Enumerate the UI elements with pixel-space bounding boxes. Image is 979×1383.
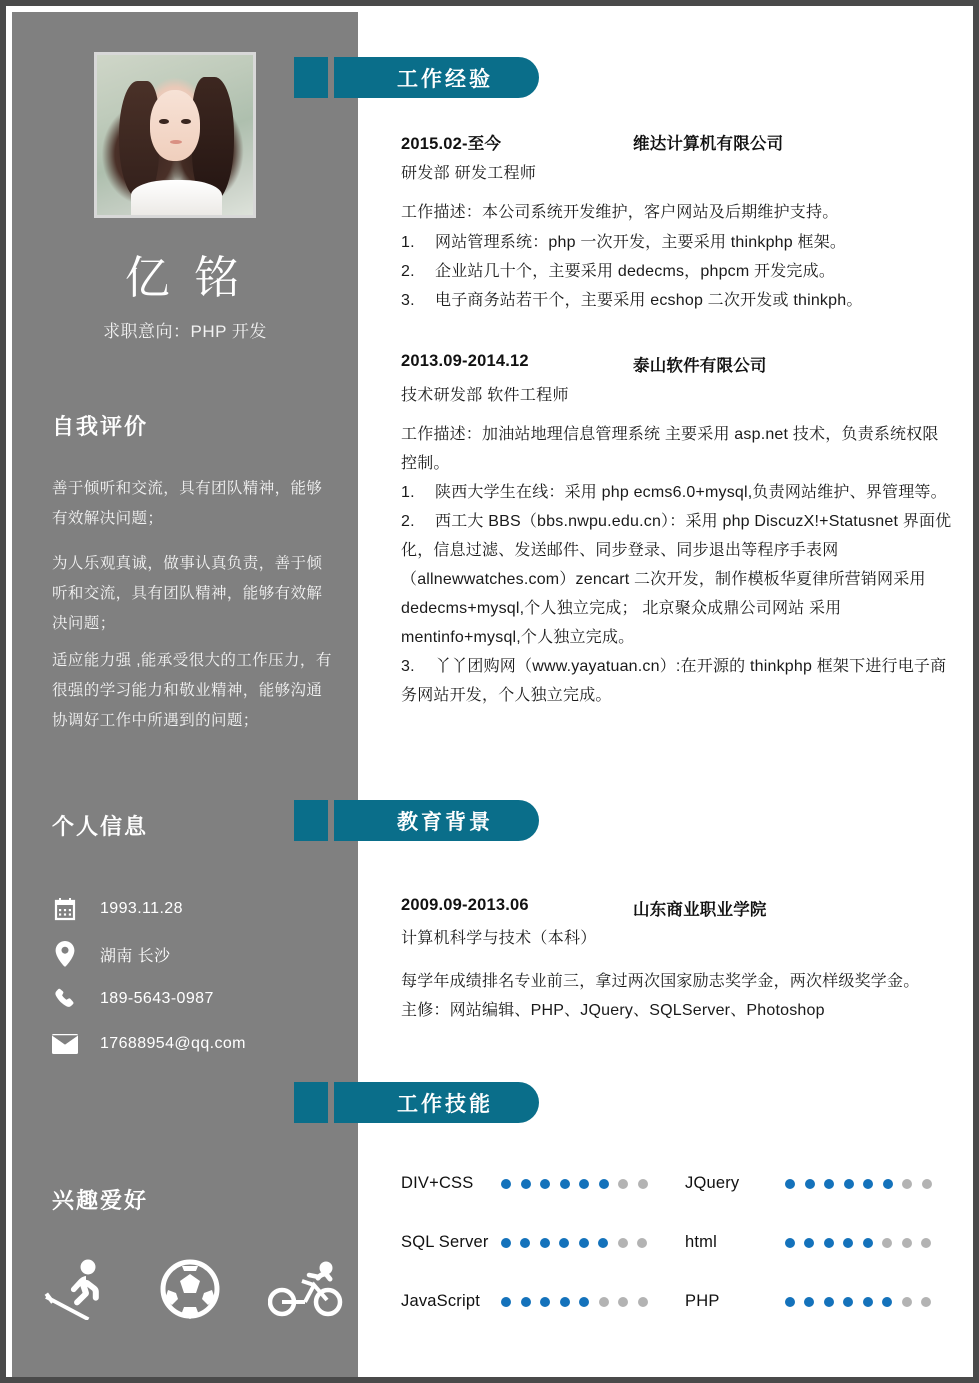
skill-dot-filled xyxy=(804,1238,814,1248)
skill-dot-filled xyxy=(520,1238,530,1248)
skill-dot-empty xyxy=(921,1238,931,1248)
bullet-number: 2. xyxy=(401,513,415,530)
skill-item-html xyxy=(685,1233,931,1252)
section-title-skills: 工作技能 xyxy=(397,1092,493,1116)
personal-info-title: 个人信息 xyxy=(52,814,149,839)
skill-dot-filled xyxy=(579,1179,589,1189)
hobbies-title: 兴趣爱好 xyxy=(52,1188,149,1213)
education-entry-0-header xyxy=(401,896,767,919)
badge-pill xyxy=(343,57,539,98)
badge-block xyxy=(294,800,328,841)
badge-bar xyxy=(334,1082,343,1123)
skill-label: html xyxy=(685,1233,717,1251)
photo-eye-left xyxy=(159,119,168,124)
skill-dot-empty xyxy=(921,1297,931,1307)
self-evaluation-paragraph-3: 适应能力强 ,能承受很大的工作压力，有很强的学习能力和敬业精神，能够沟通协调好工作中所遇到的问题； xyxy=(52,652,332,729)
candidate-name: 亿 铭 xyxy=(124,252,246,303)
photo-shirt xyxy=(131,180,221,215)
skill-dot-filled xyxy=(785,1297,795,1307)
skill-item-sql-server xyxy=(401,1233,647,1252)
skill-dot-empty xyxy=(882,1238,892,1248)
bullet-number: 1. xyxy=(401,484,415,501)
badge-bar xyxy=(334,57,343,98)
skill-dot-filled xyxy=(540,1297,550,1307)
photo-face xyxy=(150,90,200,160)
work-entry-1-bullet-2 xyxy=(401,652,953,710)
badge-block xyxy=(294,57,328,98)
skill-dot-filled xyxy=(824,1297,834,1307)
skill-dot-filled xyxy=(863,1238,873,1248)
skill-label: DIV+CSS xyxy=(401,1174,474,1192)
cyclist-icon xyxy=(268,1258,344,1320)
work-entry-1-company: 泰山软件有限公司 xyxy=(633,357,767,375)
badge-pill xyxy=(343,800,539,841)
skill-item-php xyxy=(685,1292,931,1311)
calendar-icon xyxy=(52,896,78,922)
work-entry-0-bullet-1 xyxy=(401,257,953,286)
skill-dot-empty xyxy=(637,1238,647,1248)
self-evaluation-title: 自我评价 xyxy=(52,414,149,439)
skill-label: JavaScript xyxy=(401,1292,481,1310)
location-pin-icon xyxy=(52,941,78,967)
work-entry-0-company: 维达计算机有限公司 xyxy=(633,135,784,153)
skill-dot-filled xyxy=(560,1179,570,1189)
avatar xyxy=(94,52,256,218)
work-entry-0-role: 研发部 研发工程师 xyxy=(401,165,537,182)
skill-dot-empty xyxy=(618,1238,628,1248)
work-entry-0-period: 2015.02-至今 xyxy=(401,135,502,153)
skill-dot-filled xyxy=(598,1238,608,1248)
skill-label: JQuery xyxy=(685,1174,740,1192)
work-entry-1-role: 技术研发部 软件工程师 xyxy=(401,387,569,404)
work-entry-0-bullet-2 xyxy=(401,286,953,315)
self-evaluation-paragraph-2: 为人乐观真诚，做事认真负责，善于倾听和交流，具有团队精神，能够有效解决问题； xyxy=(52,555,323,632)
skill-dot-empty xyxy=(902,1297,912,1307)
skill-label: SQL Server xyxy=(401,1233,489,1251)
skill-dot-filled xyxy=(599,1179,609,1189)
work-entry-1-header xyxy=(401,352,767,375)
skill-dot-filled xyxy=(785,1238,795,1248)
bullet-text: 丫丫团购网（www.yayatuan.cn）:在开源的 thinkphp 框架下进行电子商务网站开发，个人独立完成。 xyxy=(401,658,947,704)
work-entry-0-bullets xyxy=(401,228,953,315)
skill-dot-filled xyxy=(863,1179,873,1189)
work-entry-0-description: 工作描述：本公司系统开发维护，客户网站及后期维护支持。 xyxy=(401,204,839,221)
skill-dot-filled xyxy=(883,1179,893,1189)
education-entry-0-major: 计算机科学与技术（本科） xyxy=(401,930,597,947)
hobby-icon-row xyxy=(42,1257,344,1321)
info-row-phone xyxy=(52,986,214,1012)
skill-label: PHP xyxy=(685,1292,720,1310)
photo-eye-right xyxy=(181,119,190,124)
skill-dot-filled xyxy=(540,1179,550,1189)
skill-dot-filled xyxy=(843,1238,853,1248)
skill-dot-empty xyxy=(618,1179,628,1189)
skill-item-jquery xyxy=(685,1174,932,1193)
skill-dot-empty xyxy=(599,1297,609,1307)
soccer-ball-icon xyxy=(158,1257,222,1321)
badge-block xyxy=(294,1082,328,1123)
skill-dot-filled xyxy=(863,1297,873,1307)
envelope-icon xyxy=(52,1031,78,1057)
skill-rating-dots xyxy=(785,1238,932,1248)
skier-icon xyxy=(42,1258,112,1320)
skill-dot-filled xyxy=(882,1297,892,1307)
bullet-text: 西工大 BBS（bbs.nwpu.edu.cn）：采用 php DiscuzX!+Statusnet 界面优化，信息过滤、发送邮件、同步登录、同步退出等程序手表网（allnewwatches.com）zencart 二次开发，制作模板华夏律所营销网采用 dedecms+mysql,个人独立完成； 北京聚众成鼎公司网站 采用 mentinfo+mysql,个人独立完成。 xyxy=(401,513,952,646)
skill-dot-filled xyxy=(804,1297,814,1307)
photo-lips xyxy=(170,140,182,144)
skill-dot-filled xyxy=(560,1297,570,1307)
badge-pill xyxy=(343,1082,539,1123)
work-entry-1-bullet-0 xyxy=(401,478,953,507)
bullet-text: 电子商务站若干个，主要采用 ecshop 二次开发或 thinkph。 xyxy=(435,292,863,309)
info-value-email: 17688954@qq.com xyxy=(100,1035,246,1052)
skill-dot-filled xyxy=(785,1179,795,1189)
skill-dot-filled xyxy=(501,1238,511,1248)
skill-dot-empty xyxy=(638,1297,648,1307)
portrait-photo xyxy=(97,55,253,215)
badge-bar xyxy=(334,800,343,841)
phone-icon xyxy=(52,986,78,1012)
work-entry-1-description: 工作描述：加油站地理信息管理系统 主要采用 asp.net 技术，负责系统权限控制。 xyxy=(401,426,939,472)
skill-dot-empty xyxy=(638,1179,648,1189)
skill-dot-filled xyxy=(521,1179,531,1189)
skill-dot-empty xyxy=(922,1179,932,1189)
info-value-birthdate: 1993.11.28 xyxy=(100,900,183,917)
skill-dot-filled xyxy=(521,1297,531,1307)
work-entry-1-bullet-1 xyxy=(401,507,953,652)
skill-rating-dots xyxy=(501,1238,648,1248)
skill-rating-dots xyxy=(785,1297,932,1307)
skill-dot-filled xyxy=(579,1297,589,1307)
bullet-number: 3. xyxy=(401,292,415,309)
skill-dot-filled xyxy=(540,1238,550,1248)
job-objective: 求职意向：PHP 开发 xyxy=(103,322,267,341)
bullet-text: 网站管理系统：php 一次开发，主要采用 thinkphp 框架。 xyxy=(435,234,847,251)
skill-dot-empty xyxy=(902,1179,912,1189)
work-entry-1-bullets xyxy=(401,478,953,710)
skill-dot-filled xyxy=(501,1297,511,1307)
bullet-number: 2. xyxy=(401,263,415,280)
info-row-email xyxy=(52,1031,246,1057)
bullet-number: 1. xyxy=(401,234,415,251)
skill-item-div-css xyxy=(401,1174,648,1193)
skill-dot-empty xyxy=(618,1297,628,1307)
skill-dot-filled xyxy=(805,1179,815,1189)
education-entry-0-period: 2009.09-2013.06 xyxy=(401,896,529,914)
self-evaluation-paragraph-1: 善于倾听和交流，具有团队精神，能够有效解决问题； xyxy=(52,480,323,527)
section-title-education: 教育背景 xyxy=(397,810,493,834)
bullet-text: 陕西大学生在线：采用 php ecms6.0+mysql,负责网站维护、界管理等。 xyxy=(435,484,947,501)
sidebar xyxy=(12,12,358,1383)
skill-rating-dots xyxy=(785,1179,932,1189)
skill-dot-filled xyxy=(844,1179,854,1189)
section-title-work-experience: 工作经验 xyxy=(397,67,493,91)
info-value-location: 湖南 长沙 xyxy=(100,947,171,965)
education-entry-0-line-0: 每学年成绩排名专业前三，拿过两次国家励志奖学金，两次样级奖学金。 xyxy=(401,973,920,990)
info-value-phone: 189-5643-0987 xyxy=(100,990,214,1007)
skill-dot-filled xyxy=(824,1238,834,1248)
skill-dot-filled xyxy=(501,1179,511,1189)
resume-sheet xyxy=(12,12,979,1383)
work-entry-1-period: 2013.09-2014.12 xyxy=(401,352,529,370)
skill-rating-dots xyxy=(501,1297,648,1307)
skill-rating-dots xyxy=(501,1179,648,1189)
skill-dot-filled xyxy=(824,1179,834,1189)
bullet-number: 3. xyxy=(401,658,415,675)
skill-dot-filled xyxy=(843,1297,853,1307)
bullet-text: 企业站几十个，主要采用 dedecms，phpcm 开发完成。 xyxy=(435,263,836,280)
info-row-location xyxy=(52,941,170,967)
skill-dot-empty xyxy=(902,1238,912,1248)
skill-dot-filled xyxy=(559,1238,569,1248)
education-entry-0-school: 山东商业职业学院 xyxy=(633,901,767,919)
work-entry-0-header xyxy=(401,130,784,154)
skill-item-javascript xyxy=(401,1292,648,1311)
work-entry-0-bullet-0 xyxy=(401,228,953,257)
skill-dot-filled xyxy=(579,1238,589,1248)
info-row-birthdate xyxy=(52,896,183,922)
education-entry-0-line-1: 主修：网站编辑、PHP、JQuery、SQLServer、Photoshop xyxy=(401,1002,825,1019)
